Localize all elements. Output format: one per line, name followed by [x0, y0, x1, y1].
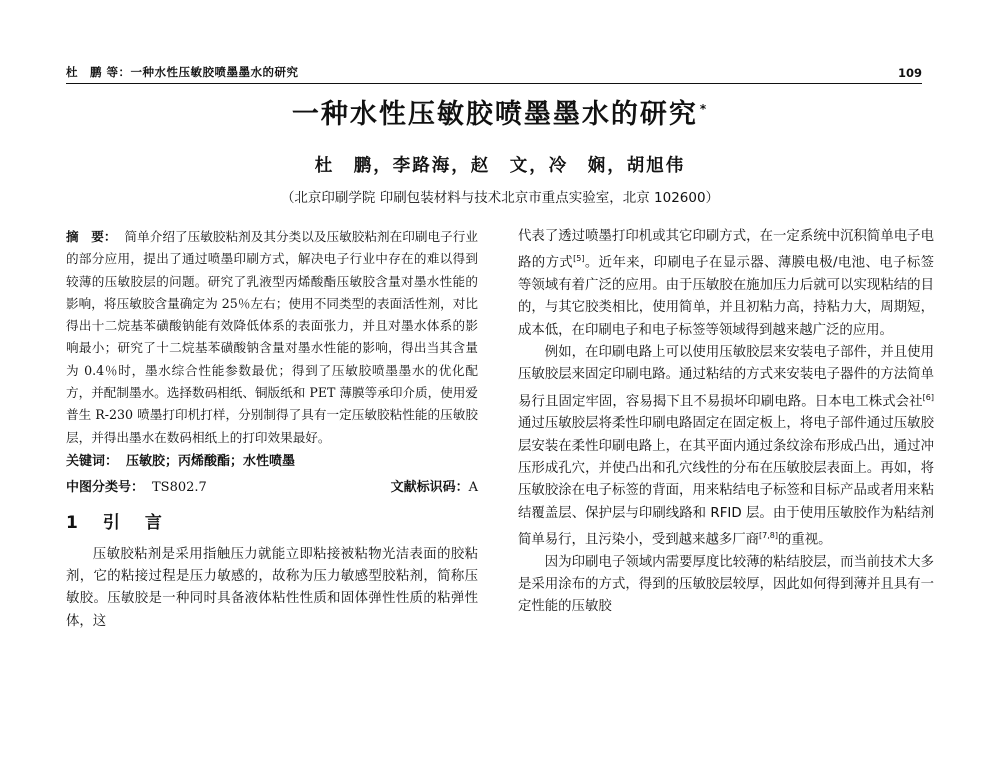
- right-para2-text-a: 例如，在印刷电路上可以使用压敏胶层来安装电子部件，并且使用压敏胶层来固定印刷电路。通过粘结的方式来安装电子器件的方法简单易行且固定牢固，容易揭下且不易损坏印刷电路。日本电工株式会社: [518, 344, 934, 410]
- clc-label: 中图分类号：: [66, 480, 145, 496]
- classification-line: [66, 477, 478, 499]
- section-heading: [66, 512, 478, 534]
- keywords-label: 关键词：: [66, 453, 119, 469]
- doc-code-label: 文献标识码：: [390, 480, 469, 496]
- right-column: [518, 226, 934, 618]
- affiliation: （北京印刷学院 印刷包装材料与技术北京市重点实验室，北京 102600）: [280, 190, 720, 206]
- right-paragraph-1: [518, 226, 934, 342]
- right-para2-text-c: 的重视。: [778, 532, 832, 548]
- left-column: [66, 226, 478, 633]
- right-para2-text-b: 通过压敏胶层将柔性印刷电路固定在固定板上，将电子部件通过压敏胶层安装在柔性印刷电路上，在其平面内通过条纹涂布形成凸出，通过冲压形成孔穴，并使凸出和孔穴线性的分布在压敏胶层表面上。再如，将压敏胶涂在电子标签的背面，用来粘结电子标签和目标产品或者用来粘结覆盖层、保护层与印刷线路和 RFID 层。由于使用压敏胶作为粘结剂简单易行，且污染小，受到越来越多厂商: [518, 416, 934, 548]
- paper-title: 一种水性压敏胶喷墨墨水的研究: [291, 99, 698, 130]
- citation-6: [6]: [922, 392, 934, 402]
- abstract: [66, 226, 478, 449]
- abstract-label: 摘 要：: [66, 229, 117, 244]
- author-list: 杜 鹏，李路海，赵 文，冷 娴，胡旭伟: [314, 156, 686, 176]
- clc-code: TS802.7: [152, 480, 207, 496]
- right-paragraph-2: [518, 342, 934, 552]
- page-number: 109: [897, 66, 922, 80]
- running-header: [66, 64, 922, 84]
- header-running-title: 一种水性压敏胶喷墨墨水的研究: [130, 65, 299, 79]
- title-footnote-mark: *: [699, 102, 709, 116]
- citation-5: [5]: [573, 254, 585, 264]
- section-title: 引 言: [102, 512, 166, 533]
- running-header-left: [66, 64, 299, 80]
- right-para1-text-a: 代表了透过喷墨打印机或其它印刷方式，在一定系统中沉积简单电子电路的方式: [518, 229, 934, 271]
- keywords-value: 压敏胶；丙烯酸酯；水性喷墨: [126, 453, 296, 469]
- intro-paragraph: 压敏胶粘剂是采用指触压力就能立即粘接被粘物光洁表面的胶粘剂，它的粘接过程是压力敏感的，故称为压力敏感型胶粘剂，简称压敏胶。压敏胶是一种同时具备液体粘性性质和固体弹性性质的粘弹性体，这: [66, 546, 478, 629]
- keywords: [66, 451, 478, 473]
- citation-7-8: [7,8]: [759, 530, 778, 540]
- paper-title-block: [0, 92, 1000, 131]
- header-authors: 杜 鹏 等：: [66, 65, 131, 79]
- right-para1-text-b: 。近年来，印刷电子在显示器、薄膜电极/电池、电子标签等领域有着广泛的应用。由于压敏胶在施加压力后就可以实现粘结的目的，与其它胶类相比，使用简单，并且初粘力高，持粘力大，周期短，成本低，在印刷电子和电子标签等领域得到越来越广泛的应用。: [518, 255, 934, 338]
- section-number: 1: [66, 512, 82, 533]
- clc-group: [66, 477, 207, 499]
- doc-code-group: [391, 477, 478, 499]
- doc-code-value: A: [468, 480, 478, 496]
- right-paragraph-3: 因为印刷电子领域内需要厚度比较薄的粘结胶层，而当前技术大多是采用涂布的方式，得到的压敏胶层较厚，因此如何得到薄并且具有一定性能的压敏胶: [518, 554, 934, 615]
- abstract-text: 简单介绍了压敏胶粘剂及其分类以及压敏胶粘剂在印刷电子行业的部分应用，提出了通过喷墨印刷方式，解决电子行业中存在的难以得到较薄的压敏胶层的问题。研究了乳液型丙烯酸酯压敏胶含量对墨水性能的影响，将压敏胶含量确定为 25％左右；使用不同类型的表面活性剂，对比得出十二烷基苯磺酸钠能有效降低体系的表面张力，并且对墨水体系的影响最小；研究了十二烷基苯磺酸钠含量对墨水性能的影响，得出当其含量为 0.4％时，墨水综合性能参数最优；得到了压敏胶喷墨墨水的优化配方，并配制墨水。选择数码相纸、铜版纸和 PET 薄膜等承印介质，使用爱普生 R-230 喷墨打印机打样，分别制得了具有一定压敏胶粘性能的压敏胶层，并得出墨水在数码相纸上的打印效果最好。: [66, 229, 479, 445]
